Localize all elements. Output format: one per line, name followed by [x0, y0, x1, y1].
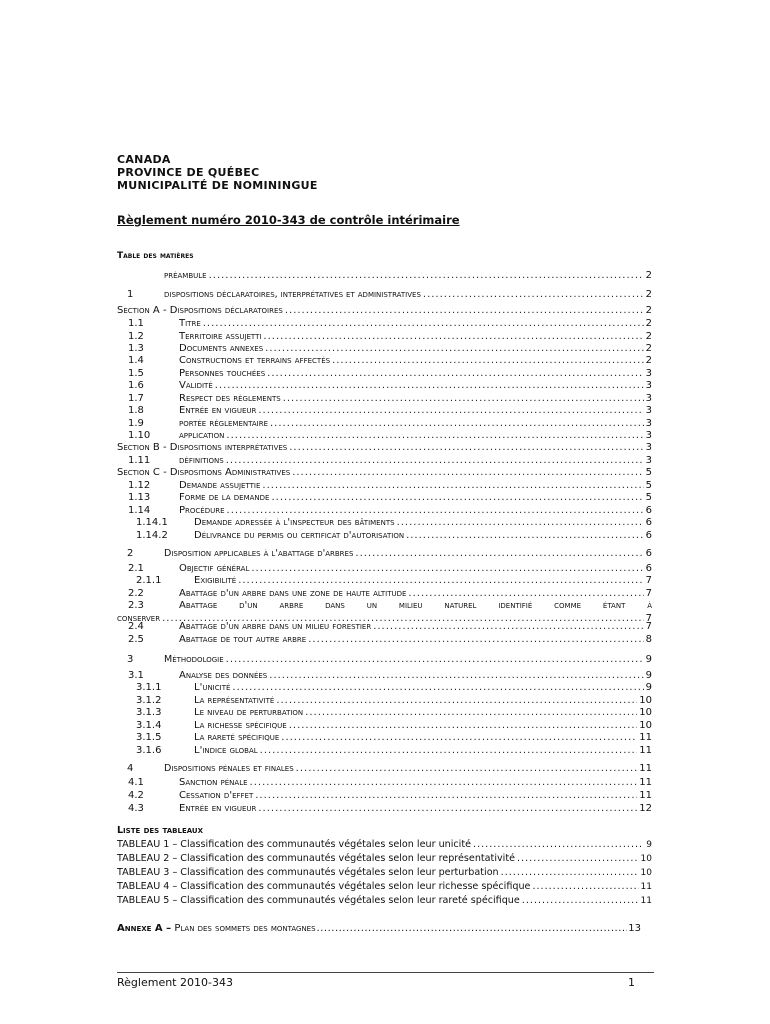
toc-page: 11	[639, 790, 652, 801]
toc-label: portée réglementaire	[179, 418, 268, 429]
toc-page: 3	[645, 380, 652, 391]
leader-dots	[332, 355, 644, 366]
toc-page: 11	[639, 732, 652, 743]
toc-page: 2	[645, 289, 652, 300]
leader-dots	[373, 621, 643, 632]
toc-label: La rareté spécifique	[194, 732, 280, 743]
toc-label: Méthodologie	[164, 654, 224, 665]
toc-page: 3	[645, 442, 652, 453]
leader-dots	[296, 763, 638, 774]
toc-page: 2	[645, 270, 652, 281]
toc-page: 11	[639, 763, 652, 774]
footer-rule	[117, 972, 654, 973]
toc-page: 10	[639, 720, 652, 731]
toc-number: 3.1.5	[136, 732, 162, 743]
header-country: CANADA	[117, 153, 171, 166]
toc-page: 12	[639, 803, 652, 814]
toc-page: 7	[645, 588, 652, 599]
toc-entry[interactable]	[117, 548, 652, 561]
toc-page: 9	[645, 682, 652, 693]
toc-entry[interactable]	[117, 777, 652, 790]
leader-dots	[227, 505, 644, 516]
toc-label: Entrée en vigueur	[179, 803, 257, 814]
annex-prefix: Annexe A –	[117, 923, 172, 934]
toc-label: Exigibilité	[194, 575, 237, 586]
header-municipality: MUNICIPALITÉ DE NOMININGUE	[117, 179, 318, 192]
toc-entry[interactable]	[117, 707, 652, 720]
toc-label: Entrée en vigueur	[179, 405, 257, 416]
toc-entry[interactable]	[117, 442, 652, 455]
toc-entry[interactable]	[117, 763, 652, 776]
toc-label: Disposition applicables à l'abattage d'arbres	[164, 548, 354, 559]
leader-dots	[226, 455, 644, 466]
toc-number: 1	[127, 289, 134, 300]
toc-label: Abattage d'un arbre dans un milieu naturel identifié comme étant à	[179, 600, 652, 611]
annex-entry[interactable]	[117, 923, 641, 937]
toc-label: Respect des règlements	[179, 393, 281, 404]
leader-dots	[271, 492, 643, 503]
toc-number: 2.5	[128, 634, 144, 645]
toc-entry-justified[interactable]	[117, 600, 652, 611]
toc-label: Demande adressée à l'inspecteur des bâtiments	[194, 517, 395, 528]
toc-page: 3	[645, 430, 652, 441]
toc-number: 1.3	[128, 343, 144, 354]
table-page: 10	[640, 854, 652, 864]
leader-dots	[532, 881, 638, 892]
toc-page: 3	[645, 393, 652, 404]
toc-number: 1.2	[128, 331, 144, 342]
toc-page: 11	[639, 777, 652, 788]
toc-entry[interactable]	[117, 621, 652, 634]
leader-dots	[232, 682, 643, 693]
leader-dots	[267, 368, 643, 379]
toc-number: 2.2	[128, 588, 144, 599]
toc-page: 7	[645, 621, 652, 632]
toc-number: 3.1.2	[136, 695, 162, 706]
leader-dots	[255, 790, 637, 801]
toc-page: 6	[645, 563, 652, 574]
toc-number: 3.1.1	[136, 682, 162, 693]
toc-entry[interactable]	[117, 530, 652, 543]
tables-heading: Liste des tableaux	[117, 825, 204, 836]
toc-entry[interactable]	[117, 305, 652, 318]
toc-page: 3	[645, 418, 652, 429]
leader-dots	[263, 331, 643, 342]
toc-entry[interactable]	[117, 682, 652, 695]
leader-dots	[258, 803, 637, 814]
toc-label: Abattage d'un arbre dans un milieu forestier	[179, 621, 372, 632]
leader-dots	[276, 695, 637, 706]
toc-number: 3.1.6	[136, 745, 162, 756]
toc-entry[interactable]	[117, 380, 652, 393]
leader-dots	[270, 418, 644, 429]
toc-label: Sanction pénale	[179, 777, 248, 788]
toc-entry[interactable]	[117, 289, 652, 302]
table-list-entry[interactable]	[117, 853, 652, 866]
toc-number: 1.1	[128, 318, 144, 329]
leader-dots	[285, 305, 644, 316]
leader-dots	[397, 517, 644, 528]
toc-page: 10	[639, 695, 652, 706]
toc-label: Abattage d'un arbre dans une zone de haute altitude	[179, 588, 407, 599]
toc-number: 4	[127, 763, 134, 774]
toc-number: 1.10	[128, 430, 151, 441]
table-list-entry[interactable]	[117, 895, 652, 908]
toc-label: dispositions déclaratoires, interprétatives et administratives	[164, 289, 421, 300]
toc-number: 1.5	[128, 368, 144, 379]
toc-label: Section C - Dispositions Administratives	[117, 467, 291, 478]
toc-page: 3	[645, 405, 652, 416]
toc-number: 2	[127, 548, 134, 559]
toc-number: 1.4	[128, 355, 144, 366]
table-page: 9	[646, 840, 652, 850]
table-list-entry[interactable]	[117, 839, 652, 852]
toc-page: 7	[645, 613, 652, 624]
table-label: TABLEAU 4 – Classification des communautés végétales selon leur richesse spécifique	[117, 881, 531, 892]
toc-page: 3	[645, 368, 652, 379]
toc-label-continuation: conserver	[117, 613, 161, 624]
toc-label: Procédure	[179, 505, 225, 516]
leader-dots	[308, 634, 643, 645]
footer-page-number: 1	[628, 976, 635, 989]
toc-entry[interactable]	[117, 790, 652, 803]
toc-label: Personnes touchées	[179, 368, 266, 379]
table-list-entry[interactable]	[117, 881, 652, 894]
leader-dots	[406, 530, 644, 541]
toc-page: 6	[645, 517, 652, 528]
leader-dots	[522, 895, 639, 906]
toc-number: 2.1.1	[136, 575, 162, 586]
leader-dots	[262, 480, 643, 491]
toc-label: Abattage de tout autre arbre	[179, 634, 307, 645]
table-page: 10	[640, 868, 652, 878]
toc-label: Objectif général	[179, 563, 250, 574]
toc-entry[interactable]	[117, 467, 652, 480]
toc-page: 11	[639, 745, 652, 756]
toc-page: 5	[645, 480, 652, 491]
leader-dots	[250, 777, 638, 788]
toc-label: Cessation d'effet	[179, 790, 254, 801]
toc-page: 5	[645, 467, 652, 478]
toc-entry[interactable]	[117, 270, 652, 283]
toc-entry[interactable]	[117, 732, 652, 745]
toc-number: 2.3	[128, 600, 144, 611]
toc-label: définitions	[179, 455, 224, 466]
toc-page: 6	[645, 530, 652, 541]
toc-page: 10	[639, 707, 652, 718]
toc-page: 2	[645, 318, 652, 329]
toc-entry[interactable]	[117, 803, 652, 816]
toc-label: Section A - Dispositions déclaratoires	[117, 305, 283, 316]
leader-dots	[408, 588, 643, 599]
leader-dots	[355, 548, 643, 559]
toc-entry[interactable]	[117, 355, 652, 368]
toc-number: 4.1	[128, 777, 144, 788]
leader-dots	[517, 853, 639, 864]
toc-number: 1.14.1	[136, 517, 168, 528]
toc-page: 2	[645, 331, 652, 342]
table-label: TABLEAU 3 – Classification des communautés végétales selon leur perturbation	[117, 867, 499, 878]
toc-label: Documents annexes	[179, 343, 264, 354]
toc-number: 2.1	[128, 563, 144, 574]
leader-dots	[258, 405, 643, 416]
leader-dots	[238, 575, 643, 586]
annex-page: 13	[628, 923, 641, 934]
toc-number: 1.14.2	[136, 530, 168, 541]
leader-dots	[289, 442, 643, 453]
leader-dots	[209, 270, 644, 281]
toc-label: L'unicité	[194, 682, 231, 693]
table-page: 11	[640, 896, 652, 906]
toc-label: Dispositions pénales et finales	[164, 763, 294, 774]
toc-number: 3.1	[128, 670, 144, 681]
leader-dots	[317, 923, 628, 934]
leader-dots	[251, 563, 643, 574]
leader-dots	[226, 430, 643, 441]
toc-label: Territoire assujetti	[179, 331, 262, 342]
table-label: TABLEAU 2 – Classification des communautés végétales selon leur représentativité	[117, 853, 515, 864]
toc-number: 1.7	[128, 393, 144, 404]
toc-label: Constructions et terrains affectés	[179, 355, 331, 366]
toc-heading: Table des matières	[117, 251, 194, 261]
toc-label: Demande assujettie	[179, 480, 261, 491]
leader-dots	[215, 380, 644, 391]
document-title: Règlement numéro 2010-343 de contrôle intérimaire	[117, 213, 460, 227]
footer-title: Règlement 2010-343	[117, 976, 233, 989]
toc-page: 3	[645, 455, 652, 466]
leader-dots	[265, 343, 643, 354]
toc-page: 2	[645, 305, 652, 316]
toc-label: application	[179, 430, 225, 441]
toc-page: 6	[645, 548, 652, 559]
leader-dots	[269, 670, 643, 681]
toc-number: 1.12	[128, 480, 151, 491]
leader-dots	[292, 467, 643, 478]
toc-label: La richesse spécifique	[194, 720, 287, 731]
toc-page: 2	[645, 343, 652, 354]
toc-entry[interactable]	[117, 405, 652, 418]
toc-entry[interactable]	[117, 654, 652, 667]
toc-label: Délivrance du permis ou certificat d'autorisation	[194, 530, 405, 541]
toc-number: 1.8	[128, 405, 144, 416]
toc-number: 4.2	[128, 790, 144, 801]
toc-number: 3.1.3	[136, 707, 162, 718]
leader-dots	[226, 654, 644, 665]
toc-entry[interactable]	[117, 575, 652, 588]
toc-number: 1.6	[128, 380, 144, 391]
toc-number: 1.14	[128, 505, 151, 516]
toc-page: 2	[645, 355, 652, 366]
toc-entry[interactable]	[117, 517, 652, 530]
toc-page: 8	[645, 634, 652, 645]
toc-entry[interactable]	[117, 634, 652, 647]
toc-label: Validité	[179, 380, 213, 391]
table-label: TABLEAU 5 – Classification des communautés végétales selon leur rareté spécifique	[117, 895, 520, 906]
table-page: 11	[640, 882, 652, 892]
table-label: TABLEAU 1 – Classification des communautés végétales selon leur unicité	[117, 839, 472, 850]
toc-page: 9	[645, 654, 652, 665]
toc-label: Le niveau de perturbation	[194, 707, 304, 718]
toc-label: La représentativité	[194, 695, 275, 706]
toc-number: 1.11	[128, 455, 151, 466]
toc-number: 3.1.4	[136, 720, 162, 731]
leader-dots	[473, 839, 644, 850]
toc-entry[interactable]	[117, 318, 652, 331]
leader-dots	[203, 318, 644, 329]
toc-label: Titre	[179, 318, 201, 329]
leader-dots	[289, 720, 638, 731]
leader-dots	[283, 393, 644, 404]
header-province: PROVINCE DE QUÉBEC	[117, 166, 260, 179]
toc-label: Analyse des données	[179, 670, 268, 681]
toc-number: 3	[127, 654, 134, 665]
toc-label: Forme de la demande	[179, 492, 270, 503]
toc-number: 2.4	[128, 621, 144, 632]
leader-dots	[423, 289, 644, 300]
toc-label: Section B - Dispositions interprétatives	[117, 442, 288, 453]
annex-label: Plan des sommets des montagnes	[174, 923, 316, 934]
table-list-entry[interactable]	[117, 867, 652, 880]
toc-number: 1.9	[128, 418, 144, 429]
toc-page: 7	[645, 575, 652, 586]
toc-number: 1.13	[128, 492, 151, 503]
leader-dots	[501, 867, 639, 878]
toc-page: 9	[645, 670, 652, 681]
toc-page: 6	[645, 505, 652, 516]
toc-entry[interactable]	[117, 492, 652, 505]
toc-number: 4.3	[128, 803, 144, 814]
toc-label: préambule	[164, 270, 207, 281]
toc-entry[interactable]	[117, 745, 652, 758]
leader-dots	[305, 707, 637, 718]
leader-dots	[260, 745, 638, 756]
leader-dots	[281, 732, 637, 743]
toc-page: 5	[645, 492, 652, 503]
toc-label: L'indice global	[194, 745, 258, 756]
